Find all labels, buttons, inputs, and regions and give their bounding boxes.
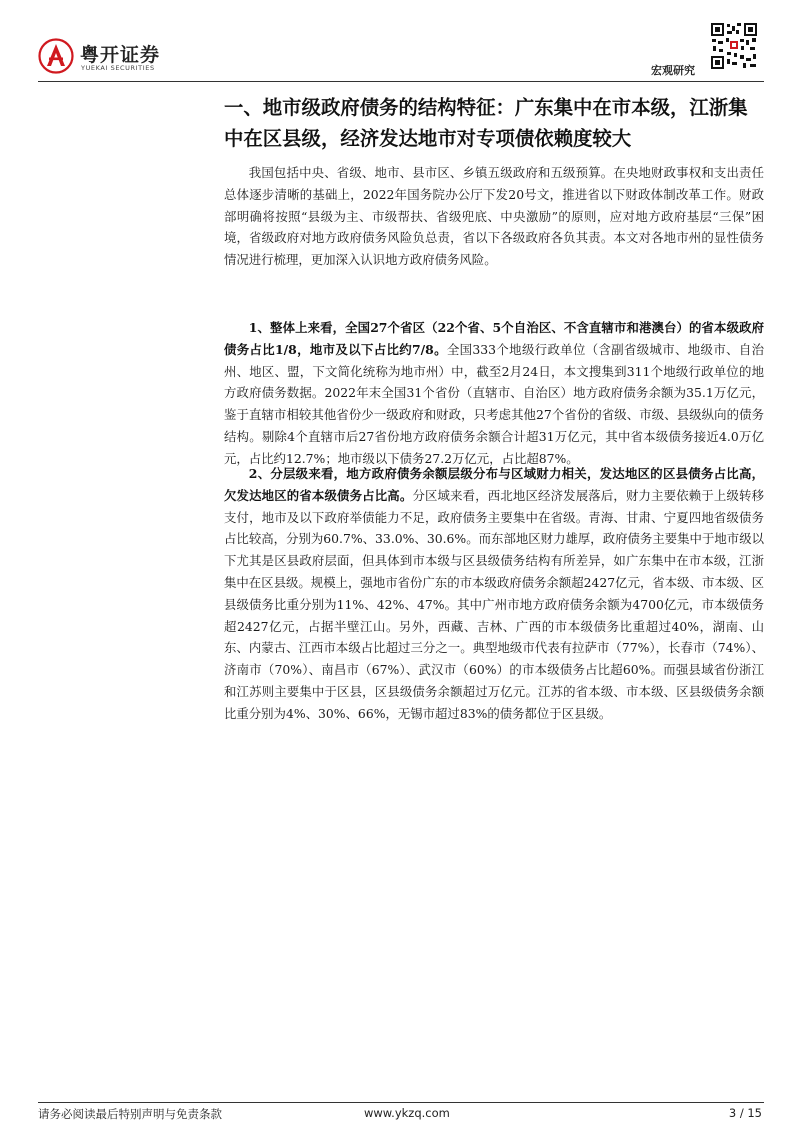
paragraph-intro bbox=[224, 162, 764, 271]
footer-website-link[interactable]: www.ykzq.com bbox=[364, 1106, 450, 1120]
section-title: 一、地市级政府债务的结构特征：广东集中在市本级，江浙集中在区县级，经济发达地市对专项债依赖度较大 bbox=[224, 96, 748, 150]
footer-divider bbox=[38, 1102, 764, 1103]
header-divider bbox=[38, 81, 764, 82]
footer-disclaimer: 请务必阅读最后特别声明与免责条款 bbox=[38, 1107, 222, 1121]
logo-subtext: YUEKAI SECURITIES bbox=[81, 64, 155, 72]
yuekai-logo-icon bbox=[38, 38, 74, 74]
paragraph-overall-structure bbox=[224, 317, 764, 470]
paragraph-text: 全国333个地级行政单位（含副省级城市、地级市、自治州、地区、盟，下文简化统称为地市州）中，截至2月24日，本文搜集到311个地级行政单位的地方政府债务数据。2022年末全国31个省份（直辖市、自治区）地方政府债务余额为35.1万亿元，鉴于直辖市相较其他省份少一级政府和财政，只考虑其他27个省份的省级、市级、县级纵向的债务结构。剔除4个直辖市后27省份地方政府债务余额合计超31万亿元，其中省本级债务接近4.0万亿元，占比约12.7%；地市级以下债务27.2万亿元，占比超87%。 bbox=[224, 341, 764, 466]
page-header bbox=[0, 0, 802, 90]
paragraph-lead: 2、分层级来看，地方政府债务余额层级分布与区域财力相关，发达地区的区县债务占比高，欠发达地区的省本级债务占比高。 bbox=[224, 466, 764, 503]
qr-code-icon bbox=[710, 22, 758, 70]
paragraph-lead: 1、整体上来看，全国27个省区（22个省、5个自治区、不含直辖市和港澳台）的省本级政府债务占比1/8，地市及以下占比约7/8。 bbox=[224, 320, 764, 357]
paragraph-text: 我国包括中央、省级、地市、县市区、乡镇五级政府和五级预算。在央地财政事权和支出责任总体逐步清晰的基础上，2022年国务院办公厅下发20号文，推进省以下财政体制改革工作。财政部明确将按照“县级为主、市级帮扶、省级兜底、中央激励”的原则，应对地方政府基层“三保”困境，省级政府对地方政府债务风险负总责，省以下各级政府各负其责。本文对各地市州的显性债务情况进行梳理，更加深入认识地方政府债务风险。 bbox=[224, 165, 764, 268]
company-logo bbox=[38, 38, 198, 78]
logo-text: 粤开证券 bbox=[80, 44, 161, 66]
paragraph-text: 分区域来看，西北地区经济发展落后，财力主要依赖于上级转移支付，地市及以下政府举债能力不足，政府债务主要集中在省级。青海、甘肃、宁夏四地省级债务占比较高，分别为60.7%、33.0%、30.6%。而东部地区财力雄厚，政府债务主要集中于地市级以下尤其是区县政府层面，但具体到市本级与区县级债务结构有所差异，如广东集中在市本级，江浙集中在区县级。规模上，强地市省份广东的市本级政府债务余额超2427亿元，省本级、市本级、区县级债务比重分别为11%、42%、47%。其中广州市地方政府债务余额为4700亿元，市本级债务超2427亿元，占据半壁江山。另外，西藏、吉林、广西的市本级债务比重超过40%，湖南、山东、内蒙古、江西市本级占比超过三分之一。典型地级市代表有拉萨市（77%），长春市（74%）、济南市（70%）、南昌市（67%）、武汉市（60%）的市本级债务占比超60%。而强县域省份浙江和江苏则主要集中于区县，区县级债务余额超过万亿元。江苏的省本级、市本级、区县级债务余额比重分别为4%、30%、66%，无锡市超过83%的债务都位于区县级。 bbox=[224, 487, 765, 721]
page-number: 3 / 15 bbox=[728, 1106, 762, 1120]
report-type-label: 宏观研究 bbox=[651, 64, 695, 77]
paragraph-tier-structure bbox=[224, 463, 764, 725]
